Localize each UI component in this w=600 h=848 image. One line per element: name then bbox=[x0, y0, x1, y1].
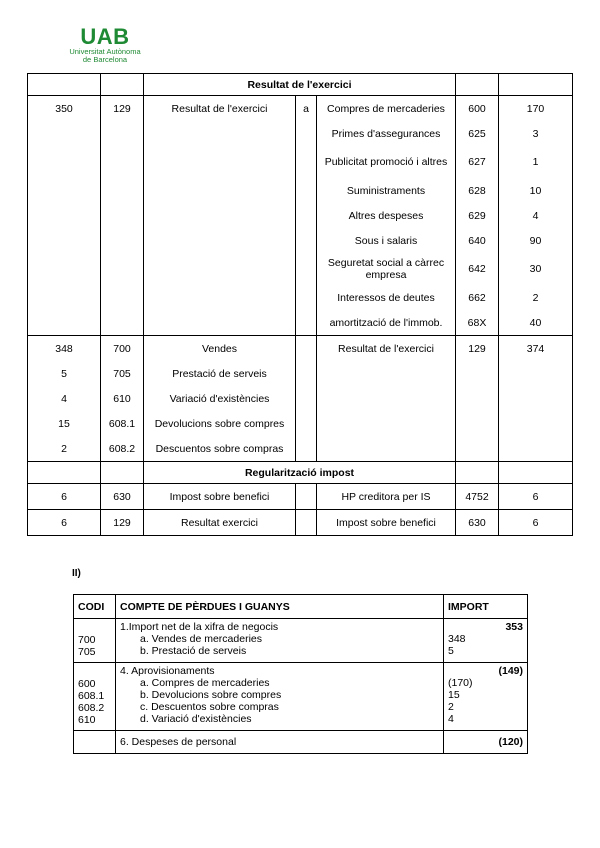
ledger-concept: Variació d'existències bbox=[144, 386, 296, 411]
ledger-code: 630 bbox=[456, 510, 499, 536]
ledger-code: 630 bbox=[101, 484, 144, 510]
ledger-code: 662 bbox=[456, 285, 499, 310]
logo-text: UAB bbox=[80, 24, 130, 49]
ledger-concept: amortització de l'immob. bbox=[317, 310, 456, 336]
pg-amount: 5 bbox=[448, 645, 454, 657]
pg-item: d. Variació d'existències bbox=[140, 713, 252, 725]
col-code: CODI bbox=[74, 595, 116, 619]
pg-code: 600 bbox=[78, 678, 96, 690]
ledger-code: 627 bbox=[456, 146, 499, 178]
journal-table bbox=[27, 73, 573, 536]
a-label: a bbox=[296, 96, 317, 122]
logo-city: de Barcelona bbox=[82, 55, 128, 64]
pg-code: 705 bbox=[78, 646, 96, 658]
pg-item: a. Vendes de mercaderies bbox=[140, 633, 262, 645]
ledger-code: 629 bbox=[456, 203, 499, 228]
pg-item: a. Compres de mercaderies bbox=[140, 677, 270, 689]
ledger-amount: 6 bbox=[499, 484, 573, 510]
ledger-code: 642 bbox=[456, 253, 499, 285]
pg-amount: 2 bbox=[448, 701, 454, 713]
ledger-concept: HP creditora per IS bbox=[317, 484, 456, 510]
ledger-code: 625 bbox=[456, 121, 499, 146]
ledger-code: 700 bbox=[101, 336, 144, 362]
pg-code: 610 bbox=[78, 714, 96, 726]
ledger-code: 129 bbox=[456, 336, 499, 362]
pg-group-title: 6. Despeses de personal bbox=[120, 736, 237, 748]
ledger-amount: 170 bbox=[499, 96, 573, 122]
pg-item: b. Devolucions sobre compres bbox=[140, 689, 282, 701]
pg-group-total: 353 bbox=[505, 621, 523, 633]
ledger-amount: 2 bbox=[499, 285, 573, 310]
ledger-amount: 40 bbox=[499, 310, 573, 336]
ledger-code: 610 bbox=[101, 386, 144, 411]
pg-group-total: (149) bbox=[498, 665, 523, 677]
pg-item: c. Descuentos sobre compras bbox=[140, 701, 279, 713]
ledger-amount: 15 bbox=[28, 411, 101, 436]
ledger-amount: 2 bbox=[28, 436, 101, 462]
pg-group-title: 1.Import net de la xifra de negocis bbox=[120, 621, 279, 633]
ledger-code: 608.1 bbox=[101, 411, 144, 436]
ledger-concept: Interessos de deutes bbox=[317, 285, 456, 310]
ledger-code: 68X bbox=[456, 310, 499, 336]
pg-amount: 348 bbox=[448, 633, 466, 645]
ledger-amount: 4 bbox=[499, 203, 573, 228]
profit-loss-table bbox=[73, 594, 528, 754]
section-label: II) bbox=[72, 568, 81, 579]
logo-university: Universitat Autònoma bbox=[69, 47, 141, 56]
pg-group-title: 4. Aprovisionaments bbox=[120, 665, 215, 677]
pg-code: 700 bbox=[78, 634, 96, 646]
ledger-code: 705 bbox=[101, 361, 144, 386]
ledger-code: 129 bbox=[101, 510, 144, 536]
ledger-concept: Resultat de l'exercici bbox=[144, 96, 296, 122]
ledger-concept: Publicitat promoció i altres bbox=[317, 146, 456, 178]
col-amount: IMPORT bbox=[444, 595, 528, 619]
ledger-code: 129 bbox=[101, 96, 144, 122]
header-tax: Regularització impost bbox=[144, 462, 456, 484]
ledger-code: 628 bbox=[456, 178, 499, 203]
ledger-amount: 1 bbox=[499, 146, 573, 178]
ledger-code: 640 bbox=[456, 228, 499, 253]
ledger-concept: Sous i salaris bbox=[317, 228, 456, 253]
ledger-concept: Altres despeses bbox=[317, 203, 456, 228]
ledger-concept: Devolucions sobre compres bbox=[144, 411, 296, 436]
pg-amount: (170) bbox=[448, 677, 473, 689]
ledger-concept: Primes d'assegurances bbox=[317, 121, 456, 146]
ledger-concept: Compres de mercaderies bbox=[317, 96, 456, 122]
ledger-amount: 6 bbox=[499, 510, 573, 536]
ledger-amount: 6 bbox=[28, 484, 101, 510]
pg-item: b. Prestació de serveis bbox=[140, 645, 247, 657]
ledger-amount: 350 bbox=[28, 96, 101, 122]
ledger-concept: Prestació de serveis bbox=[144, 361, 296, 386]
ledger-code: 4752 bbox=[456, 484, 499, 510]
pg-amount: 4 bbox=[448, 713, 454, 725]
ledger-concept: Suministraments bbox=[317, 178, 456, 203]
ledger-concept: Descuentos sobre compras bbox=[144, 436, 296, 462]
ledger-concept: Impost sobre benefici bbox=[317, 510, 456, 536]
ledger-amount: 4 bbox=[28, 386, 101, 411]
ledger-amount: 5 bbox=[28, 361, 101, 386]
ledger-concept: Impost sobre benefici bbox=[144, 484, 296, 510]
pg-code: 608.2 bbox=[78, 702, 105, 714]
pg-group-total: (120) bbox=[498, 736, 523, 748]
ledger-concept: Vendes bbox=[144, 336, 296, 362]
pg-code: 608.1 bbox=[78, 690, 105, 702]
ledger-amount: 30 bbox=[499, 253, 573, 285]
ledger-amount: 90 bbox=[499, 228, 573, 253]
ledger-concept: Resultat exercici bbox=[144, 510, 296, 536]
col-account: COMPTE DE PÈRDUES I GUANYS bbox=[116, 595, 444, 619]
ledger-amount: 10 bbox=[499, 178, 573, 203]
ledger-code: 600 bbox=[456, 96, 499, 122]
ledger-amount: 3 bbox=[499, 121, 573, 146]
ledger-amount: 6 bbox=[28, 510, 101, 536]
ledger-code: 608.2 bbox=[101, 436, 144, 462]
ledger-amount: 374 bbox=[499, 336, 573, 362]
pg-amount: 15 bbox=[448, 689, 460, 701]
ledger-concept: Resultat de l'exercici bbox=[317, 336, 456, 362]
header-result: Resultat de l'exercici bbox=[144, 74, 456, 96]
ledger-amount: 348 bbox=[28, 336, 101, 362]
uab-logo bbox=[55, 26, 155, 64]
ledger-concept: Seguretat social a càrrec empresa bbox=[317, 253, 456, 285]
